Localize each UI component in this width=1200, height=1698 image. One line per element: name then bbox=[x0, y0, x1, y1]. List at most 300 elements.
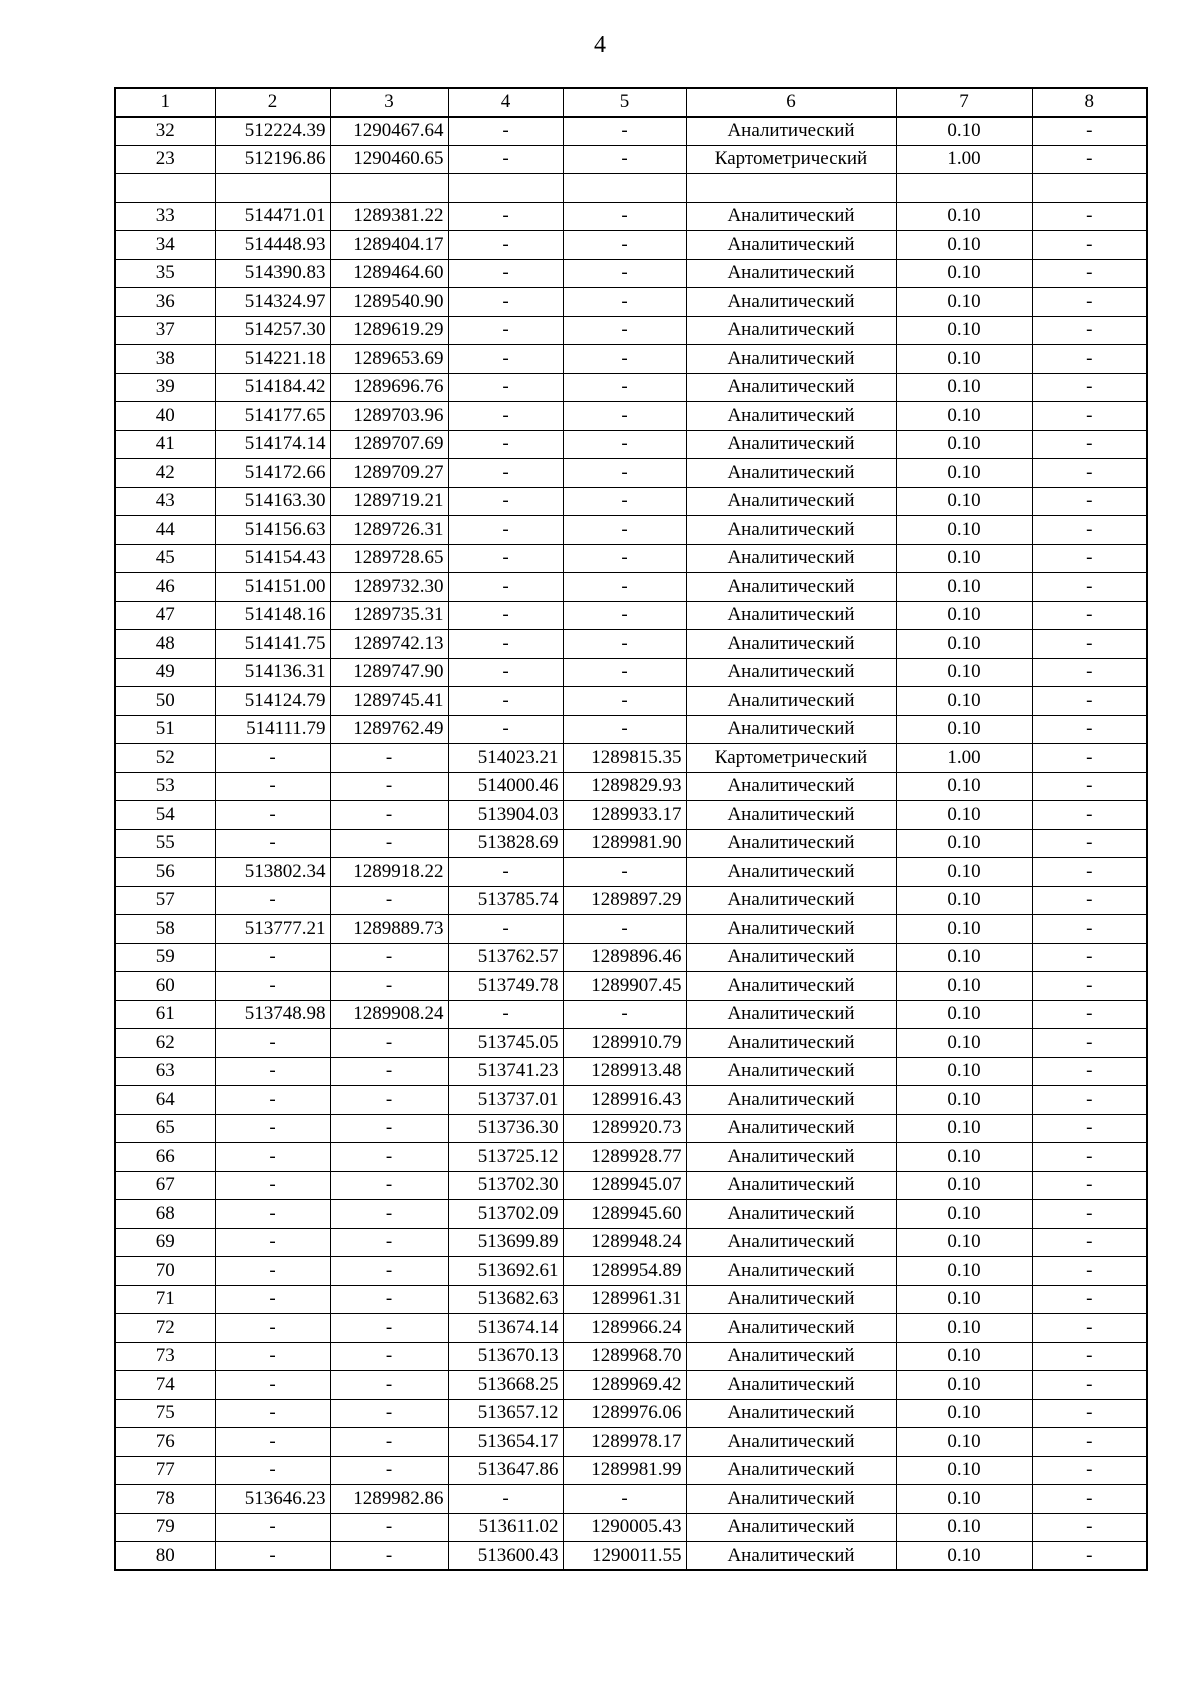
table-cell: 71 bbox=[115, 1285, 215, 1314]
table-cell: Аналитический bbox=[686, 801, 896, 830]
table-cell: 1289735.31 bbox=[330, 601, 448, 630]
table-cell: 1289928.77 bbox=[563, 1143, 686, 1172]
table-cell: - bbox=[330, 1513, 448, 1542]
table-row bbox=[115, 1228, 1147, 1257]
table-row bbox=[115, 459, 1147, 488]
table-cell: - bbox=[330, 1542, 448, 1571]
table-cell: 35 bbox=[115, 259, 215, 288]
table-cell: - bbox=[330, 1029, 448, 1058]
table-cell: - bbox=[330, 1143, 448, 1172]
table-cell: - bbox=[448, 316, 563, 345]
table-cell: Аналитический bbox=[686, 1114, 896, 1143]
table-cell: Аналитический bbox=[686, 886, 896, 915]
table-cell: - bbox=[330, 1086, 448, 1115]
table-row bbox=[115, 1371, 1147, 1400]
table-cell: - bbox=[1032, 1114, 1147, 1143]
table-cell: 0.10 bbox=[896, 231, 1032, 260]
table-cell: 48 bbox=[115, 630, 215, 659]
table-cell: 514163.30 bbox=[215, 487, 330, 516]
table-cell: Аналитический bbox=[686, 459, 896, 488]
table-cell: 0.10 bbox=[896, 373, 1032, 402]
table-cell: 1289910.79 bbox=[563, 1029, 686, 1058]
table-cell: - bbox=[448, 202, 563, 231]
table-cell: 79 bbox=[115, 1513, 215, 1542]
table-cell: 1289976.06 bbox=[563, 1399, 686, 1428]
table-cell: 32 bbox=[115, 117, 215, 146]
table-cell: 64 bbox=[115, 1086, 215, 1115]
table-cell: - bbox=[215, 1428, 330, 1457]
table-row bbox=[115, 516, 1147, 545]
table-cell: - bbox=[1032, 345, 1147, 374]
table-cell: 0.10 bbox=[896, 1000, 1032, 1029]
table-cell: 513762.57 bbox=[448, 943, 563, 972]
table-cell: 0.10 bbox=[896, 544, 1032, 573]
table-cell: - bbox=[330, 801, 448, 830]
table-cell: 51 bbox=[115, 715, 215, 744]
table-cell: - bbox=[563, 430, 686, 459]
table-cell: - bbox=[1032, 687, 1147, 716]
table-cell: 1290005.43 bbox=[563, 1513, 686, 1542]
table-cell: 1289381.22 bbox=[330, 202, 448, 231]
table-cell: - bbox=[215, 801, 330, 830]
table-cell: 75 bbox=[115, 1399, 215, 1428]
table-cell: 1289619.29 bbox=[330, 316, 448, 345]
table-cell: - bbox=[563, 345, 686, 374]
table-cell: 70 bbox=[115, 1257, 215, 1286]
table-cell: - bbox=[563, 687, 686, 716]
table-row bbox=[115, 1143, 1147, 1172]
table-cell: - bbox=[563, 288, 686, 317]
table-cell bbox=[215, 174, 330, 203]
table-cell: - bbox=[215, 1342, 330, 1371]
table-cell: Аналитический bbox=[686, 1000, 896, 1029]
table-cell: Аналитический bbox=[686, 630, 896, 659]
table-cell: - bbox=[563, 487, 686, 516]
table-cell: 0.10 bbox=[896, 1428, 1032, 1457]
table-cell: 46 bbox=[115, 573, 215, 602]
table-cell: Аналитический bbox=[686, 772, 896, 801]
table-cell: 513904.03 bbox=[448, 801, 563, 830]
table-cell: Аналитический bbox=[686, 516, 896, 545]
table-cell bbox=[448, 174, 563, 203]
table-cell: - bbox=[1032, 630, 1147, 659]
table-cell: Аналитический bbox=[686, 373, 896, 402]
table-cell: - bbox=[448, 345, 563, 374]
table-cell: - bbox=[448, 402, 563, 431]
table-cell: - bbox=[448, 430, 563, 459]
table-cell: 514124.79 bbox=[215, 687, 330, 716]
table-cell: 513657.12 bbox=[448, 1399, 563, 1428]
table-row bbox=[115, 316, 1147, 345]
table-cell: 1289653.69 bbox=[330, 345, 448, 374]
table-cell: 514257.30 bbox=[215, 316, 330, 345]
table-cell: 66 bbox=[115, 1143, 215, 1172]
table-cell: - bbox=[563, 316, 686, 345]
table-cell: - bbox=[1032, 829, 1147, 858]
table-cell: 0.10 bbox=[896, 1371, 1032, 1400]
table-row bbox=[115, 345, 1147, 374]
table-cell: Аналитический bbox=[686, 1513, 896, 1542]
table-cell: Аналитический bbox=[686, 259, 896, 288]
table-cell: 0.10 bbox=[896, 630, 1032, 659]
table-cell: 54 bbox=[115, 801, 215, 830]
table-cell: 38 bbox=[115, 345, 215, 374]
table-cell: 69 bbox=[115, 1228, 215, 1257]
table-cell: 1289815.35 bbox=[563, 744, 686, 773]
table-cell: 514172.66 bbox=[215, 459, 330, 488]
table-cell: 512224.39 bbox=[215, 117, 330, 146]
table-cell: 56 bbox=[115, 858, 215, 887]
table-cell: - bbox=[215, 744, 330, 773]
table-cell: Аналитический bbox=[686, 829, 896, 858]
table-row bbox=[115, 1428, 1147, 1457]
table-cell: - bbox=[563, 658, 686, 687]
table-header-row bbox=[115, 88, 1147, 117]
table-cell: 59 bbox=[115, 943, 215, 972]
table-cell: 0.10 bbox=[896, 801, 1032, 830]
table-row bbox=[115, 630, 1147, 659]
table-cell: - bbox=[563, 459, 686, 488]
table-cell: - bbox=[448, 259, 563, 288]
table-cell: 513828.69 bbox=[448, 829, 563, 858]
table-cell: Аналитический bbox=[686, 402, 896, 431]
table-cell: - bbox=[1032, 1542, 1147, 1571]
table-cell: - bbox=[1032, 316, 1147, 345]
table-cell: 513702.09 bbox=[448, 1200, 563, 1229]
column-header-5: 5 bbox=[563, 88, 686, 117]
table-cell: Аналитический bbox=[686, 231, 896, 260]
table-cell: Аналитический bbox=[686, 1228, 896, 1257]
table-cell: 42 bbox=[115, 459, 215, 488]
table-cell: Аналитический bbox=[686, 288, 896, 317]
table-cell: - bbox=[448, 145, 563, 174]
table-cell: 1289982.86 bbox=[330, 1485, 448, 1514]
table-cell: 44 bbox=[115, 516, 215, 545]
table-cell: 513670.13 bbox=[448, 1342, 563, 1371]
table-cell: 514221.18 bbox=[215, 345, 330, 374]
table-cell: 513745.05 bbox=[448, 1029, 563, 1058]
table-row bbox=[115, 117, 1147, 146]
table-cell: 1289703.96 bbox=[330, 402, 448, 431]
table-cell: 61 bbox=[115, 1000, 215, 1029]
table-cell: 513741.23 bbox=[448, 1057, 563, 1086]
table-cell: 514471.01 bbox=[215, 202, 330, 231]
table-row bbox=[115, 1513, 1147, 1542]
table-cell: - bbox=[1032, 202, 1147, 231]
table-cell: Аналитический bbox=[686, 972, 896, 1001]
table-cell: 76 bbox=[115, 1428, 215, 1457]
table-cell: 514136.31 bbox=[215, 658, 330, 687]
table-cell: - bbox=[448, 573, 563, 602]
table-cell: 514151.00 bbox=[215, 573, 330, 602]
table-cell: 1289707.69 bbox=[330, 430, 448, 459]
table-cell: 33 bbox=[115, 202, 215, 231]
table-cell: - bbox=[215, 1114, 330, 1143]
table-cell: - bbox=[448, 715, 563, 744]
table-cell: 1289829.93 bbox=[563, 772, 686, 801]
table-row bbox=[115, 829, 1147, 858]
table-cell: Аналитический bbox=[686, 1342, 896, 1371]
table-cell: 0.10 bbox=[896, 345, 1032, 374]
table-cell: - bbox=[448, 231, 563, 260]
table-cell: Аналитический bbox=[686, 1029, 896, 1058]
table-cell: - bbox=[448, 373, 563, 402]
table-cell: - bbox=[215, 943, 330, 972]
table-cell: Аналитический bbox=[686, 1399, 896, 1428]
column-header-2: 2 bbox=[215, 88, 330, 117]
table-cell: - bbox=[563, 516, 686, 545]
table-cell: Аналитический bbox=[686, 573, 896, 602]
table-cell: - bbox=[563, 1485, 686, 1514]
table-cell: - bbox=[1032, 231, 1147, 260]
table-cell: - bbox=[563, 544, 686, 573]
page-number: 4 bbox=[594, 32, 606, 58]
table-cell: 0.10 bbox=[896, 573, 1032, 602]
table-row bbox=[115, 259, 1147, 288]
table-cell: 1289966.24 bbox=[563, 1314, 686, 1343]
table-cell: 1289696.76 bbox=[330, 373, 448, 402]
table-cell: 49 bbox=[115, 658, 215, 687]
table-cell: - bbox=[448, 601, 563, 630]
column-header-3: 3 bbox=[330, 88, 448, 117]
table-cell: - bbox=[1032, 1086, 1147, 1115]
table-body bbox=[115, 117, 1147, 1571]
table-cell: Аналитический bbox=[686, 487, 896, 516]
table-cell: 514324.97 bbox=[215, 288, 330, 317]
table-row bbox=[115, 145, 1147, 174]
table-cell: - bbox=[1032, 1257, 1147, 1286]
table-cell: 34 bbox=[115, 231, 215, 260]
table-cell bbox=[563, 174, 686, 203]
table-cell: Аналитический bbox=[686, 1200, 896, 1229]
table-cell: - bbox=[1032, 487, 1147, 516]
table-cell: - bbox=[215, 1143, 330, 1172]
coordinates-table bbox=[114, 87, 1148, 1571]
table-cell: 0.10 bbox=[896, 687, 1032, 716]
table-cell: - bbox=[1032, 943, 1147, 972]
table-cell: 0.10 bbox=[896, 202, 1032, 231]
table-cell: - bbox=[330, 1200, 448, 1229]
table-cell: 1289540.90 bbox=[330, 288, 448, 317]
table-cell: 0.10 bbox=[896, 1542, 1032, 1571]
column-header-4: 4 bbox=[448, 88, 563, 117]
table-cell: 513737.01 bbox=[448, 1086, 563, 1115]
table-cell: 58 bbox=[115, 915, 215, 944]
table-cell: 74 bbox=[115, 1371, 215, 1400]
table-cell: 1289907.45 bbox=[563, 972, 686, 1001]
table-cell: 36 bbox=[115, 288, 215, 317]
table-cell: 39 bbox=[115, 373, 215, 402]
table-cell: 0.10 bbox=[896, 715, 1032, 744]
table-cell: 0.10 bbox=[896, 1200, 1032, 1229]
table-cell: - bbox=[1032, 601, 1147, 630]
column-header-1: 1 bbox=[115, 88, 215, 117]
table-cell: 1289981.99 bbox=[563, 1456, 686, 1485]
table-cell: - bbox=[563, 145, 686, 174]
table-cell: - bbox=[1032, 1314, 1147, 1343]
table-cell: - bbox=[448, 544, 563, 573]
table-cell: 513802.34 bbox=[215, 858, 330, 887]
table-row bbox=[115, 658, 1147, 687]
table-cell: 63 bbox=[115, 1057, 215, 1086]
table-cell: Аналитический bbox=[686, 1456, 896, 1485]
table-row bbox=[115, 858, 1147, 887]
table-cell: 53 bbox=[115, 772, 215, 801]
column-header-6: 6 bbox=[686, 88, 896, 117]
table-cell: 513702.30 bbox=[448, 1171, 563, 1200]
table-row bbox=[115, 1200, 1147, 1229]
table-cell: - bbox=[215, 886, 330, 915]
table-cell: - bbox=[330, 1171, 448, 1200]
table-row bbox=[115, 174, 1147, 203]
table-row bbox=[115, 402, 1147, 431]
table-cell: - bbox=[330, 1456, 448, 1485]
table-cell: 0.10 bbox=[896, 1257, 1032, 1286]
table-cell: 77 bbox=[115, 1456, 215, 1485]
table-cell: 1289732.30 bbox=[330, 573, 448, 602]
table-cell: 73 bbox=[115, 1342, 215, 1371]
table-cell: 1289719.21 bbox=[330, 487, 448, 516]
table-cell: Аналитический bbox=[686, 715, 896, 744]
table-row bbox=[115, 1485, 1147, 1514]
table-cell: 1289948.24 bbox=[563, 1228, 686, 1257]
table-cell bbox=[330, 174, 448, 203]
table-cell: Аналитический bbox=[686, 1171, 896, 1200]
table-cell: 514184.42 bbox=[215, 373, 330, 402]
table-cell: - bbox=[215, 972, 330, 1001]
table-cell: 514174.14 bbox=[215, 430, 330, 459]
table-cell: 1289896.46 bbox=[563, 943, 686, 972]
table-cell: Аналитический bbox=[686, 1485, 896, 1514]
column-header-7: 7 bbox=[896, 88, 1032, 117]
table-cell: - bbox=[330, 1285, 448, 1314]
table-row bbox=[115, 1285, 1147, 1314]
table-cell: Аналитический bbox=[686, 1314, 896, 1343]
table-cell: - bbox=[448, 1485, 563, 1514]
table-cell: 1289464.60 bbox=[330, 259, 448, 288]
table-cell: - bbox=[1032, 430, 1147, 459]
table-cell: 1289745.41 bbox=[330, 687, 448, 716]
table-cell: 1289961.31 bbox=[563, 1285, 686, 1314]
table-cell: - bbox=[448, 516, 563, 545]
table-cell: - bbox=[330, 886, 448, 915]
table-cell: Аналитический bbox=[686, 943, 896, 972]
table-row bbox=[115, 430, 1147, 459]
table-cell: - bbox=[1032, 1485, 1147, 1514]
table-cell: 1.00 bbox=[896, 744, 1032, 773]
table-cell: 0.10 bbox=[896, 1513, 1032, 1542]
table-row bbox=[115, 1542, 1147, 1571]
table-cell: 1290011.55 bbox=[563, 1542, 686, 1571]
table-cell: 67 bbox=[115, 1171, 215, 1200]
table-cell: - bbox=[448, 687, 563, 716]
table-cell: - bbox=[563, 1000, 686, 1029]
table-cell: Аналитический bbox=[686, 658, 896, 687]
table-cell bbox=[686, 174, 896, 203]
table-cell: 513748.98 bbox=[215, 1000, 330, 1029]
table-cell: - bbox=[448, 858, 563, 887]
table-cell: 513749.78 bbox=[448, 972, 563, 1001]
table-cell: - bbox=[1032, 1057, 1147, 1086]
table-cell: Аналитический bbox=[686, 316, 896, 345]
table-cell: - bbox=[1032, 858, 1147, 887]
table-row bbox=[115, 1342, 1147, 1371]
table-cell: 0.10 bbox=[896, 1114, 1032, 1143]
table-cell: 514111.79 bbox=[215, 715, 330, 744]
table-cell: 23 bbox=[115, 145, 215, 174]
table-cell: 1289968.70 bbox=[563, 1342, 686, 1371]
table-cell: 1289945.60 bbox=[563, 1200, 686, 1229]
table-cell: - bbox=[330, 1399, 448, 1428]
table-cell: - bbox=[448, 459, 563, 488]
table-cell: Картометрический bbox=[686, 145, 896, 174]
table-row bbox=[115, 886, 1147, 915]
table-cell: 0.10 bbox=[896, 1342, 1032, 1371]
table-cell: 0.10 bbox=[896, 858, 1032, 887]
table-row bbox=[115, 972, 1147, 1001]
table-cell: 0.10 bbox=[896, 1029, 1032, 1058]
table-cell: - bbox=[448, 117, 563, 146]
table-cell: 57 bbox=[115, 886, 215, 915]
table-cell: 52 bbox=[115, 744, 215, 773]
table-cell: - bbox=[1032, 1456, 1147, 1485]
table-cell: 514023.21 bbox=[448, 744, 563, 773]
table-row bbox=[115, 1114, 1147, 1143]
table-cell: Картометрический bbox=[686, 744, 896, 773]
table-cell: 513699.89 bbox=[448, 1228, 563, 1257]
table-cell: 513785.74 bbox=[448, 886, 563, 915]
table-cell: - bbox=[1032, 516, 1147, 545]
table-cell: 0.10 bbox=[896, 402, 1032, 431]
table-cell: - bbox=[330, 1314, 448, 1343]
table-cell: Аналитический bbox=[686, 858, 896, 887]
table-cell: 0.10 bbox=[896, 259, 1032, 288]
table-row bbox=[115, 1086, 1147, 1115]
table-cell: 68 bbox=[115, 1200, 215, 1229]
table-cell: Аналитический bbox=[686, 1143, 896, 1172]
table-cell: - bbox=[330, 744, 448, 773]
table-cell: - bbox=[563, 259, 686, 288]
table-row bbox=[115, 1399, 1147, 1428]
table-cell: 72 bbox=[115, 1314, 215, 1343]
table-cell: 0.10 bbox=[896, 829, 1032, 858]
table-cell: 1290460.65 bbox=[330, 145, 448, 174]
table-cell: 512196.86 bbox=[215, 145, 330, 174]
table-cell: - bbox=[215, 1314, 330, 1343]
table-cell: 0.10 bbox=[896, 601, 1032, 630]
table-cell: - bbox=[215, 1456, 330, 1485]
table-cell: - bbox=[330, 772, 448, 801]
table-row bbox=[115, 231, 1147, 260]
table-cell: - bbox=[215, 1029, 330, 1058]
table-cell: - bbox=[330, 1342, 448, 1371]
table-cell: - bbox=[1032, 1171, 1147, 1200]
table-cell bbox=[115, 174, 215, 203]
table-cell: - bbox=[330, 1371, 448, 1400]
table-cell: 0.10 bbox=[896, 1285, 1032, 1314]
table-row bbox=[115, 801, 1147, 830]
table-row bbox=[115, 487, 1147, 516]
table-cell: - bbox=[563, 630, 686, 659]
table-cell: 1289762.49 bbox=[330, 715, 448, 744]
table-cell: 0.10 bbox=[896, 1086, 1032, 1115]
table-cell: 513646.23 bbox=[215, 1485, 330, 1514]
table-cell: - bbox=[1032, 972, 1147, 1001]
table-cell: 0.10 bbox=[896, 943, 1032, 972]
table-cell: 513777.21 bbox=[215, 915, 330, 944]
table-cell: 0.10 bbox=[896, 1228, 1032, 1257]
table-cell: 0.10 bbox=[896, 459, 1032, 488]
